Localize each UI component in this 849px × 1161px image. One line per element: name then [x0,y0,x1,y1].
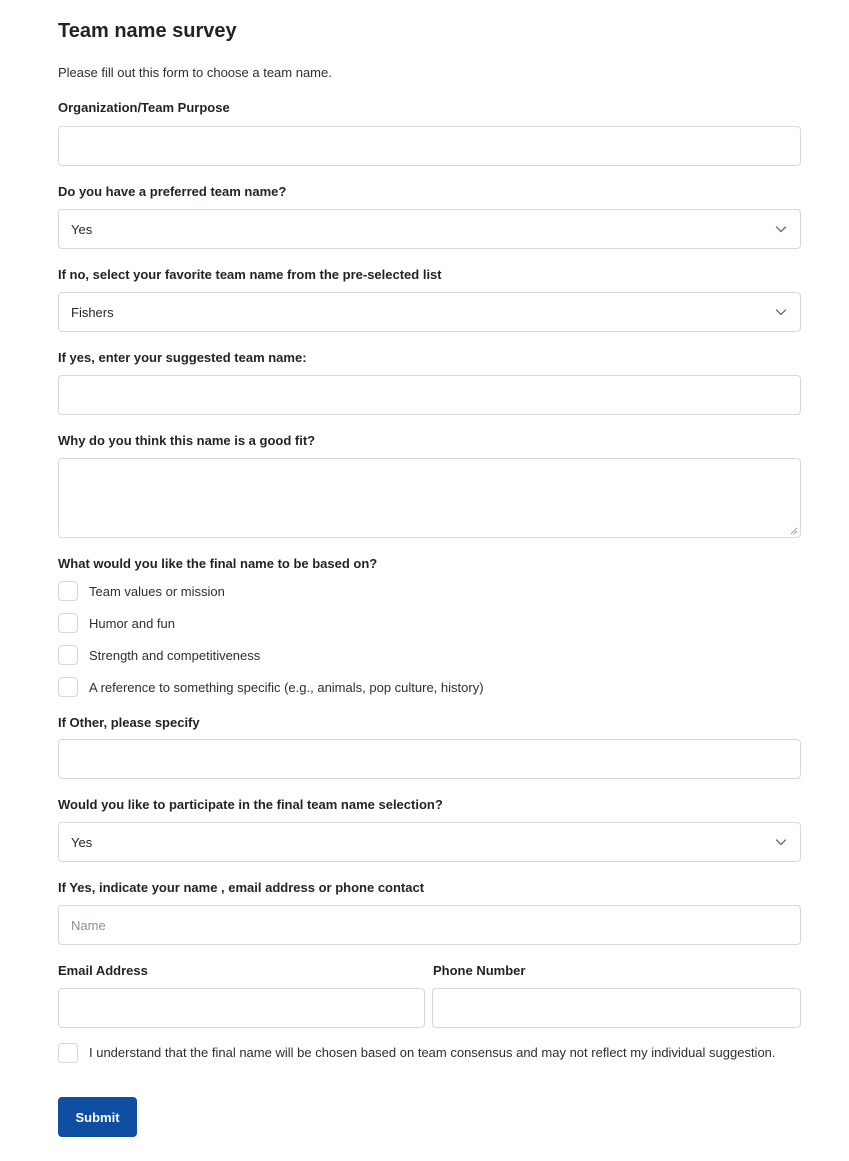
checkbox-label: A reference to something specific (e.g., animals, pop culture, history) [89,679,484,695]
preferred-name-label: Do you have a preferred team name? [58,184,287,199]
other-label: If Other, please specify [58,715,200,730]
favorite-name-select[interactable] [58,292,801,332]
other-field-wrapper [58,739,801,779]
purpose-input[interactable] [59,127,800,165]
name-field-wrapper [58,905,801,945]
based-on-option-strength[interactable] [58,645,260,665]
resize-handle-icon[interactable] [790,527,798,535]
checkbox-label: Humor and fun [89,615,175,631]
chevron-down-icon [774,222,788,236]
phone-field-wrapper [432,988,801,1028]
contact-label: If Yes, indicate your name , email address or phone contact [58,880,425,895]
phone-input[interactable] [433,989,800,1027]
why-label: Why do you think this name is a good fit? [58,433,316,448]
phone-label: Phone Number [433,963,526,978]
suggested-name-input[interactable] [59,376,800,414]
preferred-name-value: Yes [71,221,93,237]
based-on-option-values[interactable] [58,581,225,601]
chevron-down-icon [774,835,788,849]
other-input[interactable] [59,740,800,778]
checkbox[interactable] [58,645,78,665]
consent-label: I understand that the final name will be chosen based on team consensus and may not reflect my individual suggestion. [89,1045,776,1060]
based-on-option-humor[interactable] [58,613,175,633]
name-input[interactable] [59,906,800,944]
favorite-name-label: If no, select your favorite team name from the pre-selected list [58,267,442,282]
page-title: Team name survey [58,20,237,42]
checkbox[interactable] [58,581,78,601]
checkbox[interactable] [58,613,78,633]
suggested-name-label: If yes, enter your suggested team name: [58,350,307,365]
purpose-label: Organization/Team Purpose [58,100,230,115]
checkbox-label: Strength and competitiveness [89,647,261,663]
why-textarea[interactable] [59,459,800,537]
email-input[interactable] [59,989,424,1027]
purpose-field-wrapper [58,126,801,166]
why-field-wrapper [58,458,801,538]
submit-button[interactable]: Submit [58,1097,137,1137]
based-on-label: What would you like the final name to be based on? [58,556,378,571]
form-description: Please fill out this form to choose a team name. [58,65,332,80]
consent-row[interactable] [58,1043,801,1063]
email-label: Email Address [58,963,148,978]
chevron-down-icon [774,305,788,319]
checkbox-label: Team values or mission [89,583,225,599]
favorite-name-value: Fishers [71,304,114,320]
based-on-option-reference[interactable] [58,677,484,697]
participate-label: Would you like to participate in the final team name selection? [58,797,443,812]
consent-checkbox[interactable] [58,1043,78,1063]
checkbox[interactable] [58,677,78,697]
suggested-name-field-wrapper [58,375,801,415]
participate-value: Yes [71,834,93,850]
preferred-name-select[interactable] [58,209,801,249]
participate-select[interactable] [58,822,801,862]
email-field-wrapper [58,988,425,1028]
